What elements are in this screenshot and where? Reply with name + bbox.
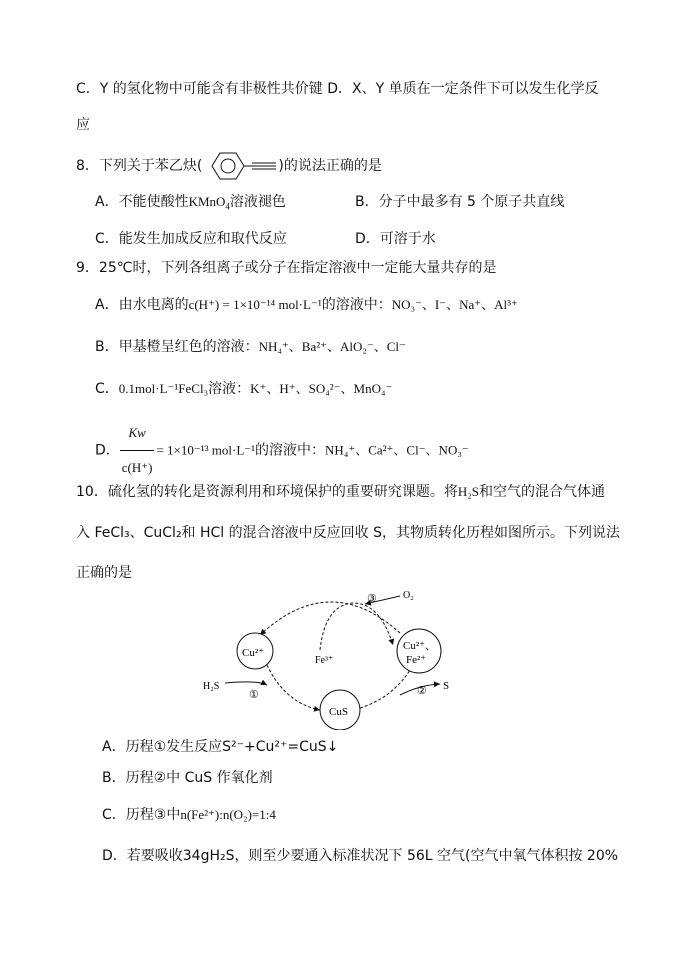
q9-option-a (95, 295, 518, 315)
q10-h2s: H₂S (457, 484, 479, 499)
fe3-label: Fe³⁺ (315, 655, 334, 666)
q10-c-text: C．历程③中 (102, 807, 181, 823)
q10-option-c (102, 805, 276, 825)
q9-b-text: B．甲基橙呈红色的溶液： (95, 339, 259, 355)
step3-label: ③ (367, 593, 377, 605)
q8-option-a (95, 192, 286, 212)
q9-c-ions: K⁺、H⁺、SO₄²⁻、MnO₄⁻ (250, 381, 393, 396)
q7-continuation: 应 (76, 117, 90, 133)
q8-a-tail: 溶液褪色 (229, 194, 286, 210)
cu-to-cus-arc (267, 665, 320, 710)
kw-fraction (120, 416, 155, 485)
q9-d-ions: NH₄⁺、Ca²⁺、Cl⁻、NO₃⁻ (325, 442, 469, 458)
q9-b-ions: NH₄⁺、Ba²⁺、AlO₂⁻、Cl⁻ (258, 339, 406, 354)
kmno-formula: KMnO (188, 194, 226, 209)
conversion-diagram (195, 585, 485, 730)
q9-a-tail: 的溶液中： (321, 297, 392, 313)
q9-c-tail: 溶液： (208, 381, 251, 397)
q8-a-text: A．不能使酸性 (95, 194, 189, 210)
q10-option-b: B．历程②中 CuS 作氧化剂 (102, 770, 273, 786)
q8-stem-post: )的说法正确的是 (278, 158, 382, 174)
cufe-node-label-2: Fe²⁺ (406, 654, 427, 666)
q9-stem: 9．25℃时，下列各组离子或分子在指定溶液中一定能大量共存的是 (76, 260, 497, 276)
q10-option-a: A．历程①发生反应S²⁻+Cu²⁺=CuS↓ (102, 739, 339, 755)
h2s-inlet (225, 682, 267, 685)
q9-option-c (95, 379, 392, 399)
q9-c-math: 0.1mol·L⁻¹FeCl₃ (118, 381, 209, 396)
q9-d-tail: 的溶液中： (255, 442, 326, 459)
q9-a-ions: NO₃⁻、I⁻、Na⁺、Al³⁺ (391, 297, 518, 312)
cus-to-cufe-arc (360, 665, 413, 708)
phenylacetylene-structure (202, 150, 278, 182)
outer-cycle-arc (260, 602, 400, 635)
q9-option-d (95, 416, 469, 485)
q10-option-d: D．若要吸收34gH₂S，则至少要通入标准状况下 56L 空气(空气中氧气体积按 20% (102, 848, 619, 864)
q7-options-c-d: C．Y 的氢化物中可能含有非极性共价键 D．X、Y 单质在一定条件下可以发生化学反 (76, 81, 599, 97)
cu-node-label: Cu²⁺ (242, 647, 264, 659)
kw-denominator: c(H⁺) (121, 460, 153, 475)
step2-label: ② (417, 685, 427, 697)
q8-a-kmno4 (188, 194, 230, 212)
q10-line-3: 正确的是 (76, 565, 132, 581)
q9-c-label: C． (95, 381, 119, 397)
q8-option-b: B．分子中最多有 5 个原子共直线 (355, 194, 565, 210)
q9-a-math: c(H⁺) = 1×10⁻¹⁴ mol·L⁻¹ (188, 297, 322, 312)
q9-d-math: = 1×10⁻¹³ mol·L⁻¹ (156, 442, 256, 458)
q10-line-1 (76, 482, 605, 502)
cus-node-label: CuS (329, 706, 348, 718)
q8-stem-pre: 8．下列关于苯乙炔( (76, 158, 203, 174)
q10-line1-text: 10．硫化氢的转化是资源利用和环境保护的重要研究课题。将 (76, 484, 458, 500)
kmno-subscript: 4 (225, 201, 230, 212)
q8-option-d: D．可溶于水 (355, 231, 436, 247)
q10-line-2: 入 FeCl₃、CuCl₂和 HCl 的混合溶液中反应回收 S，其物质转化历程如图所示。下列说法 (76, 525, 620, 541)
inner-cycle-arc (320, 603, 393, 650)
q10-c-math: n(Fe²⁺):n(O₂)=1:4 (180, 807, 276, 822)
q10-line1-tail: 和空气的混合气体通 (478, 484, 605, 500)
q8-stem (76, 150, 382, 182)
s-label: S (443, 680, 450, 692)
kw-numerator: Kw (120, 416, 155, 451)
h2s-label: H₂S (203, 681, 220, 692)
cufe-node-label-1: Cu²⁺、 (403, 640, 436, 652)
q8-option-c: C．能发生加成反应和取代反应 (95, 231, 287, 247)
q9-d-label: D． (95, 442, 120, 459)
q9-a-text: A．由水电离的 (95, 297, 189, 313)
q9-option-b (95, 337, 406, 357)
step1-label: ① (249, 689, 259, 701)
o2-label: O₂ (403, 590, 414, 601)
